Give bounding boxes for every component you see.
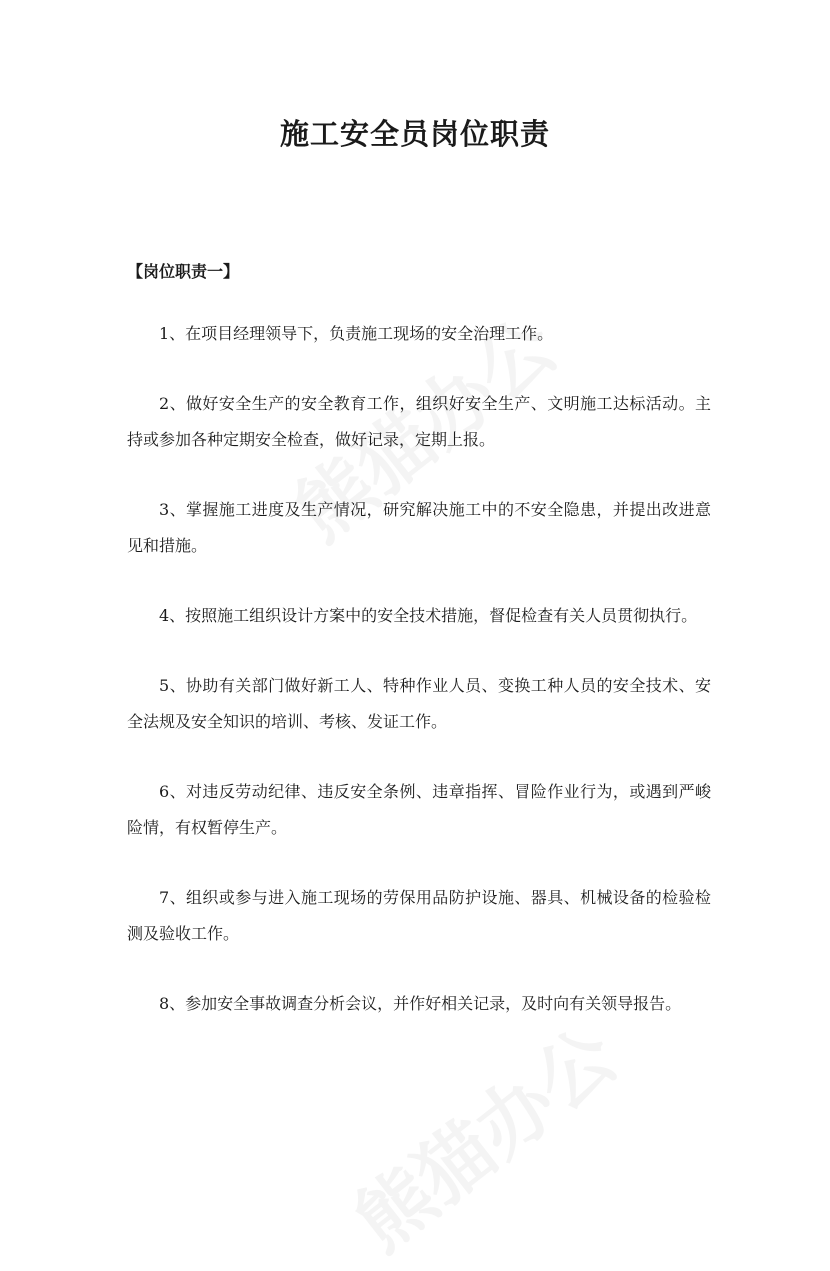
duty-list [127,316,711,1056]
duty-paragraph: 8、参加安全事故调查分析会议，并作好相关记录，及时向有关领导报告。 [159,994,682,1013]
duty-paragraph: 1、在项目经理领导下，负责施工现场的安全治理工作。 [159,324,554,343]
duty-paragraph: 6、对违反劳动纪律、违反安全条例、违章指挥、冒险作业行为，或遇到严峻险情，有权暂停生产。 [127,782,711,837]
duty-paragraph: 3、掌握施工进度及生产情况，研究解决施工中的不安全隐患，并提出改进意见和措施。 [127,500,711,555]
duty-paragraph: 5、协助有关部门做好新工人、特种作业人员、变换工种人员的安全技术、安全法规及安全知识的培训、考核、发证工作。 [127,676,711,731]
duty-paragraph: 2、做好安全生产的安全教育工作，组织好安全生产、文明施工达标活动。主持或参加各种定期安全检查，做好记录，定期上报。 [127,394,711,449]
duty-paragraph: 7、组织或参与进入施工现场的劳保用品防护设施、器具、机械设备的检验检测及验收工作。 [127,888,711,943]
section-heading: 【岗位职责一】 [127,262,240,281]
document-title: 施工安全员岗位职责 [279,117,550,151]
duty-paragraph: 4、按照施工组织设计方案中的安全技术措施，督促检查有关人员贯彻执行。 [159,606,698,625]
